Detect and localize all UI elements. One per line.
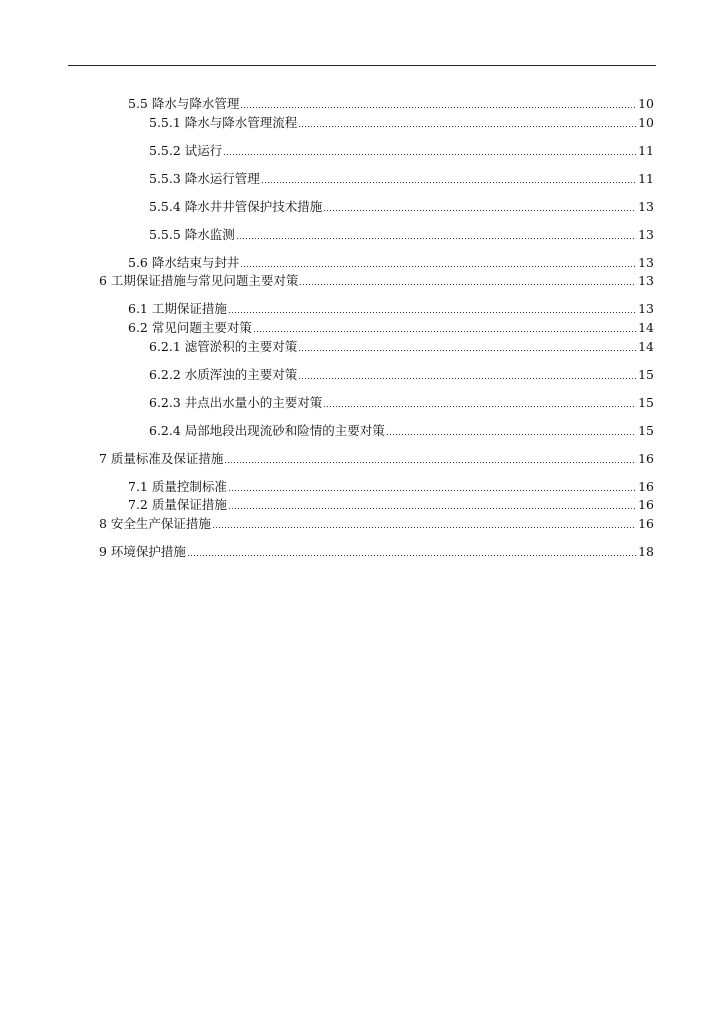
toc-entry-title: 5.5.4 降水井井管保护技术措施 [149, 199, 323, 214]
toc-entry-5-6[interactable] [128, 254, 654, 272]
toc-dot-leader [236, 238, 636, 239]
toc-entry-title: 7.2 质量保证措施 [128, 497, 227, 512]
toc-dot-leader [240, 107, 636, 108]
toc-dot-leader [187, 555, 636, 556]
toc-entry-page: 15 [638, 367, 654, 382]
toc-entry-page: 16 [638, 479, 654, 494]
toc-entry-page: 13 [638, 273, 654, 288]
toc-entry-6[interactable] [99, 272, 654, 290]
toc-entry-9[interactable] [99, 543, 654, 561]
toc-entry-title: 5.6 降水结束与封井 [128, 255, 240, 270]
toc-entry-page: 13 [638, 227, 654, 242]
toc-entry-page: 14 [638, 320, 654, 335]
toc-entry-title: 7.1 质量控制标准 [128, 479, 227, 494]
toc-entry-6-2-3[interactable] [149, 394, 654, 412]
toc-entry-page: 16 [638, 497, 654, 512]
toc-entry-page: 10 [638, 96, 654, 111]
toc-dot-leader [298, 126, 636, 127]
toc-entry-7-1[interactable] [128, 478, 654, 496]
toc-entry-5-5-5[interactable] [149, 226, 654, 244]
toc-dot-leader [323, 406, 636, 407]
toc-dot-leader [386, 434, 636, 435]
toc-dot-leader [298, 378, 636, 379]
toc-entry-page: 11 [638, 171, 654, 186]
toc-entry-5-5-1[interactable] [149, 114, 654, 132]
toc-dot-leader [323, 210, 636, 211]
toc-entry-7[interactable] [99, 450, 654, 468]
toc-dot-leader [223, 154, 636, 155]
toc-entry-title: 6.1 工期保证措施 [128, 301, 227, 316]
toc-entry-page: 15 [638, 395, 654, 410]
toc-entry-page: 13 [638, 255, 654, 270]
toc-entry-title: 7 质量标准及保证措施 [99, 451, 224, 466]
toc-entry-page: 13 [638, 301, 654, 316]
toc-entry-7-2[interactable] [128, 496, 654, 514]
toc-dot-leader [261, 182, 636, 183]
toc-entry-page: 18 [638, 544, 654, 559]
toc-dot-leader [299, 284, 636, 285]
toc-dot-leader [298, 350, 636, 351]
toc-entry-5-5-2[interactable] [149, 142, 654, 160]
toc-entry-5-5-4[interactable] [149, 198, 654, 216]
toc-entry-page: 15 [638, 423, 654, 438]
toc-entry-page: 13 [638, 199, 654, 214]
toc-entry-title: 5.5.5 降水监测 [149, 227, 235, 242]
toc-entry-title: 6.2 常见问题主要对策 [128, 320, 252, 335]
toc-entry-title: 6.2.2 水质浑浊的主要对策 [149, 367, 298, 382]
toc-dot-leader [224, 462, 636, 463]
toc-entry-title: 6.2.3 井点出水量小的主要对策 [149, 395, 323, 410]
toc-entry-title: 9 环境保护措施 [99, 544, 186, 559]
toc-dot-leader [240, 266, 636, 267]
toc-dot-leader [228, 490, 636, 491]
toc-entry-8[interactable] [99, 515, 654, 533]
toc-dot-leader [228, 508, 636, 509]
toc-entry-title: 5.5.1 降水与降水管理流程 [149, 115, 298, 130]
toc-entry-title: 6.2.1 滤管淤积的主要对策 [149, 339, 298, 354]
toc-entry-page: 14 [638, 339, 654, 354]
toc-dot-leader [228, 312, 636, 313]
toc-entry-6-2[interactable] [128, 319, 654, 337]
toc-entry-title: 5.5.2 试运行 [149, 143, 223, 158]
toc-entry-title: 5.5.3 降水运行管理 [149, 171, 260, 186]
toc-entry-5-5-3[interactable] [149, 170, 654, 188]
toc-entry-title: 5.5 降水与降水管理 [128, 96, 240, 111]
toc-dot-leader [212, 527, 636, 528]
toc-entry-6-1[interactable] [128, 300, 654, 318]
toc-entry-6-2-1[interactable] [149, 338, 654, 356]
toc-entry-title: 8 安全生产保证措施 [99, 516, 211, 531]
toc-entry-page: 10 [638, 115, 654, 130]
toc-dot-leader [253, 331, 636, 332]
toc-entry-page: 16 [638, 516, 654, 531]
toc-entry-title: 6.2.4 局部地段出现流砂和险情的主要对策 [149, 423, 385, 438]
toc-entry-title: 6 工期保证措施与常见问题主要对策 [99, 273, 299, 288]
toc-entry-6-2-4[interactable] [149, 422, 654, 440]
toc-entry-6-2-2[interactable] [149, 366, 654, 384]
toc-entry-page: 16 [638, 451, 654, 466]
toc-entry-page: 11 [638, 143, 654, 158]
toc-entry-5-5[interactable] [128, 95, 654, 113]
